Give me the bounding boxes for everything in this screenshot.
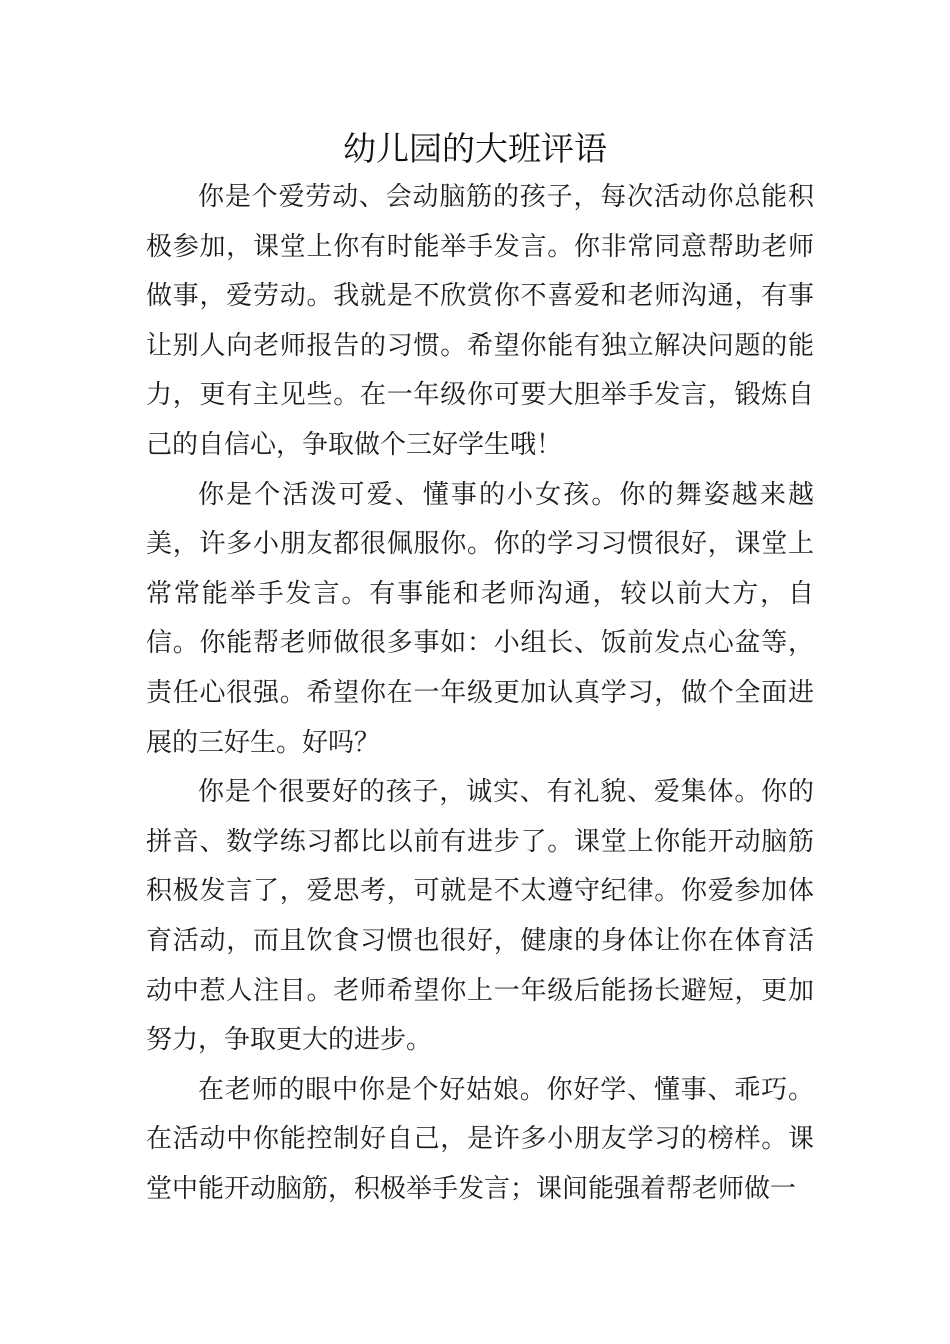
paragraph-2: 你是个活泼可爱、懂事的小女孩。你的舞姿越来越美，许多小朋友都很佩服你。你的学习习惯很好，课堂上常常能举手发言。有事能和老师沟通，较以前大方，自信。你能帮老师做很多事如：小组长、饭前发点心盆等，责任心很强。希望你在一年级更加认真学习，做个全面进展的三好生。好吗？ <box>146 479 814 758</box>
paragraph-1: 你是个爱劳动、会动脑筋的孩子，每次活动你总能积极参加，课堂上你有时能举手发言。你非常同意帮助老师做事，爱劳动。我就是不欣赏你不喜爱和老师沟通，有事让别人向老师报告的习惯。希望你能有独立解决问题的能力，更有主见些。在一年级你可要大胆举手发言，锻炼自己的自信心，争取做个三好学生哦！ <box>146 182 814 460</box>
document-title: 幼儿园的大班评语 <box>343 129 607 168</box>
document-body <box>146 173 814 1214</box>
paragraph-4: 在老师的眼中你是个好姑娘。你好学、懂事、乖巧。在活动中你能控制好自己，是许多小朋友学习的榜样。课堂中能开动脑筋，积极举手发言；课间能强着帮老师做一 <box>146 1074 814 1204</box>
paragraph-3: 你是个很要好的孩子，诚实、有礼貌、爱集体。你的拼音、数学练习都比以前有进步了。课堂上你能开动脑筋积极发言了，爱思考，可就是不太遵守纪律。你爱参加体育活动，而且饮食习惯也很好，健康的身体让你在体育活动中惹人注目。老师希望你上一年级后能扬长避短，更加努力，争取更大的进步。 <box>146 777 814 1056</box>
